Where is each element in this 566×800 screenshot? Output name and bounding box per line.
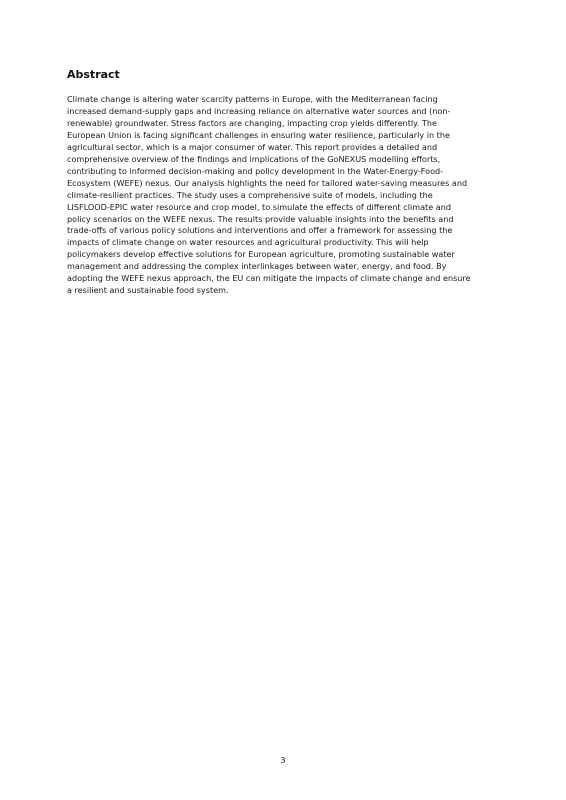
page-number: 3 xyxy=(280,755,286,765)
abstract-line: European Union is facing significant challenges in ensuring water resilience, particularly in the xyxy=(67,129,450,140)
abstract-paragraph xyxy=(67,94,507,297)
abstract-line: management and addressing the complex interlinkages between water, energy, and food. By xyxy=(67,261,447,272)
abstract-line: Climate change is altering water scarcity patterns in Europe, with the Mediterranean facing xyxy=(67,94,438,104)
abstract-line: a resilient and sustainable food system. xyxy=(67,285,229,296)
abstract-line: Ecosystem (WEFE) nexus. Our analysis highlights the need for tailored water-saving measures and xyxy=(67,177,468,188)
abstract-line: trade-offs of various policy solutions and interventions and offer a framework for assessing the xyxy=(67,225,453,236)
abstract-line: impacts of climate change on water resources and agricultural productivity. This will help xyxy=(67,237,429,248)
abstract-line: policymakers develop effective solutions for European agriculture, promoting sustainable water xyxy=(67,249,455,260)
abstract-line: contributing to informed decision-making and policy development in the Water-Energy-Food- xyxy=(67,165,444,176)
abstract-line: comprehensive overview of the findings and implications of the GoNEXUS modelling efforts, xyxy=(67,153,441,164)
abstract-line: agricultural sector, which is a major consumer of water. This report provides a detailed and xyxy=(67,141,438,152)
abstract-line: LISFLOOD-EPIC water resource and crop model, to simulate the effects of different climate and xyxy=(67,201,452,212)
section-heading: Abstract xyxy=(67,68,120,81)
abstract-line: policy scenarios on the WEFE nexus. The results provide valuable insights into the benefits and xyxy=(67,213,454,224)
abstract-line: renewable) groundwater. Stress factors are changing, impacting crop yields differently. The xyxy=(67,117,437,128)
abstract-line: increased demand-supply gaps and increasing reliance on alternative water sources and (non- xyxy=(67,105,451,116)
abstract-line: adopting the WEFE nexus approach, the EU can mitigate the impacts of climate change and ensure xyxy=(67,273,471,284)
abstract-line: climate-resilient practices. The study uses a comprehensive suite of models, including the xyxy=(67,189,433,200)
